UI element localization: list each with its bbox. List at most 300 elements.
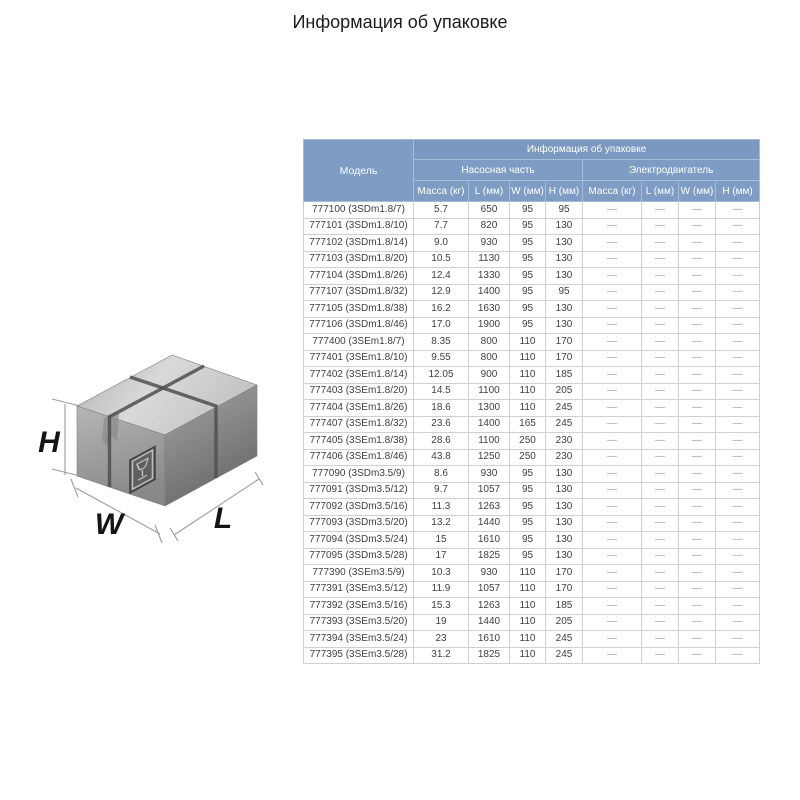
table-row (304, 482, 760, 499)
value-cell: — (642, 218, 679, 235)
value-cell: 95 (510, 284, 546, 301)
value-cell: — (679, 301, 716, 318)
model-cell: 777100 (3SDm1.8/7) (304, 202, 414, 219)
value-cell: 800 (469, 334, 510, 351)
value-cell: — (583, 631, 642, 648)
value-cell: — (583, 449, 642, 466)
value-cell: — (642, 317, 679, 334)
model-cell: 777403 (3SEm1.8/20) (304, 383, 414, 400)
model-cell: 777390 (3SEm3.5/9) (304, 565, 414, 582)
value-cell: — (679, 367, 716, 384)
value-cell: 930 (469, 466, 510, 483)
packing-table (303, 139, 760, 664)
table-header (304, 140, 760, 202)
value-cell: 95 (510, 235, 546, 252)
value-cell: — (583, 367, 642, 384)
value-cell: — (679, 449, 716, 466)
table-row (304, 218, 760, 235)
value-cell: 95 (510, 466, 546, 483)
table-row (304, 350, 760, 367)
model-cell: 777393 (3SEm3.5/20) (304, 614, 414, 631)
table-row (304, 433, 760, 450)
value-cell: 1330 (469, 268, 510, 285)
value-cell: 11.9 (414, 581, 469, 598)
value-cell: — (716, 416, 760, 433)
value-cell: 1300 (469, 400, 510, 417)
value-cell: — (642, 614, 679, 631)
value-cell: — (642, 202, 679, 219)
value-cell: 1263 (469, 499, 510, 516)
value-cell: 130 (546, 301, 583, 318)
value-cell: — (716, 581, 760, 598)
model-cell: 777101 (3SDm1.8/10) (304, 218, 414, 235)
value-cell: 95 (510, 268, 546, 285)
value-cell: — (679, 251, 716, 268)
value-cell: — (583, 350, 642, 367)
value-cell: 12.4 (414, 268, 469, 285)
value-cell: — (679, 433, 716, 450)
value-cell: — (583, 598, 642, 615)
table-body (304, 202, 760, 664)
col-header-pump-h: H (мм) (546, 181, 583, 202)
value-cell: — (679, 515, 716, 532)
model-cell: 777400 (3SEm1.8/7) (304, 334, 414, 351)
model-cell: 777404 (3SEm1.8/26) (304, 400, 414, 417)
value-cell: 23 (414, 631, 469, 648)
value-cell: — (679, 598, 716, 615)
value-cell: — (679, 614, 716, 631)
value-cell: — (716, 334, 760, 351)
value-cell: 110 (510, 565, 546, 582)
value-cell: — (716, 251, 760, 268)
value-cell: — (583, 647, 642, 664)
value-cell: 15 (414, 532, 469, 549)
value-cell: 245 (546, 400, 583, 417)
col-header-motor-h: H (мм) (716, 181, 760, 202)
value-cell: — (583, 334, 642, 351)
value-cell: — (642, 532, 679, 549)
value-cell: 1610 (469, 532, 510, 549)
value-cell: 185 (546, 367, 583, 384)
model-cell: 777392 (3SEm3.5/16) (304, 598, 414, 615)
value-cell: — (716, 367, 760, 384)
table-row (304, 532, 760, 549)
col-header-pump-mass: Масса (кг) (414, 181, 469, 202)
value-cell: — (642, 268, 679, 285)
value-cell: 245 (546, 647, 583, 664)
value-cell: — (716, 301, 760, 318)
value-cell: — (679, 400, 716, 417)
value-cell: — (679, 383, 716, 400)
col-header-pump-w: W (мм) (510, 181, 546, 202)
value-cell: — (642, 482, 679, 499)
header-motor-group: Электродвигатель (583, 160, 760, 181)
value-cell: 8.6 (414, 466, 469, 483)
value-cell: — (583, 515, 642, 532)
model-cell: 777402 (3SEm1.8/14) (304, 367, 414, 384)
model-cell: 777395 (3SEm3.5/28) (304, 647, 414, 664)
value-cell: 95 (510, 301, 546, 318)
value-cell: 95 (510, 515, 546, 532)
value-cell: 1263 (469, 598, 510, 615)
value-cell: 170 (546, 581, 583, 598)
table-row (304, 202, 760, 219)
value-cell: 95 (510, 548, 546, 565)
header-group-title: Информация об упаковке (414, 140, 760, 160)
value-cell: — (716, 647, 760, 664)
value-cell: — (583, 565, 642, 582)
value-cell: 170 (546, 334, 583, 351)
value-cell: — (583, 251, 642, 268)
value-cell: — (716, 532, 760, 549)
model-cell: 777095 (3SDm3.5/28) (304, 548, 414, 565)
value-cell: 18.6 (414, 400, 469, 417)
value-cell: — (679, 499, 716, 516)
model-cell: 777102 (3SDm1.8/14) (304, 235, 414, 252)
value-cell: 110 (510, 400, 546, 417)
table-row (304, 449, 760, 466)
value-cell: 130 (546, 466, 583, 483)
value-cell: — (642, 565, 679, 582)
dim-tick (52, 469, 80, 476)
value-cell: 1440 (469, 614, 510, 631)
value-cell: — (679, 350, 716, 367)
value-cell: 900 (469, 367, 510, 384)
value-cell: — (583, 499, 642, 516)
value-cell: 13.2 (414, 515, 469, 532)
value-cell: 95 (510, 499, 546, 516)
col-header-model: Модель (304, 140, 414, 202)
value-cell: 95 (510, 251, 546, 268)
value-cell: 9.0 (414, 235, 469, 252)
col-header-motor-l: L (мм) (642, 181, 679, 202)
value-cell: 110 (510, 383, 546, 400)
dim-label-l: L (213, 502, 233, 535)
value-cell: — (642, 499, 679, 516)
value-cell: — (642, 383, 679, 400)
model-cell: 777090 (3SDm3.5/9) (304, 466, 414, 483)
value-cell: 15.3 (414, 598, 469, 615)
value-cell: — (642, 449, 679, 466)
model-cell: 777405 (3SEm1.8/38) (304, 433, 414, 450)
value-cell: — (679, 317, 716, 334)
value-cell: 43.8 (414, 449, 469, 466)
value-cell: — (583, 614, 642, 631)
value-cell: 1057 (469, 581, 510, 598)
value-cell: — (642, 515, 679, 532)
value-cell: 130 (546, 268, 583, 285)
value-cell: 1400 (469, 416, 510, 433)
value-cell: 12.9 (414, 284, 469, 301)
value-cell: — (642, 581, 679, 598)
table-row (304, 614, 760, 631)
table-row (304, 499, 760, 516)
value-cell: — (716, 466, 760, 483)
value-cell: 14.5 (414, 383, 469, 400)
value-cell: — (583, 400, 642, 417)
page-title: Информация об упаковке (292, 12, 508, 32)
value-cell: — (716, 433, 760, 450)
value-cell: 11.3 (414, 499, 469, 516)
value-cell: 110 (510, 598, 546, 615)
value-cell: — (716, 218, 760, 235)
value-cell: — (642, 301, 679, 318)
value-cell: 95 (510, 202, 546, 219)
value-cell: 250 (510, 433, 546, 450)
value-cell: — (583, 383, 642, 400)
value-cell: 650 (469, 202, 510, 219)
model-cell: 777105 (3SDm1.8/38) (304, 301, 414, 318)
dim-label-h: H (38, 426, 60, 459)
header-pump-group: Насосная часть (414, 160, 583, 181)
value-cell: 12.05 (414, 367, 469, 384)
value-cell: — (679, 532, 716, 549)
value-cell: — (642, 466, 679, 483)
value-cell: — (716, 598, 760, 615)
value-cell: 205 (546, 614, 583, 631)
dim-tick (255, 472, 263, 485)
value-cell: — (679, 581, 716, 598)
value-cell: 1250 (469, 449, 510, 466)
value-cell: 17 (414, 548, 469, 565)
table-row (304, 367, 760, 384)
value-cell: 9.55 (414, 350, 469, 367)
value-cell: — (642, 433, 679, 450)
value-cell: 250 (510, 449, 546, 466)
value-cell: 130 (546, 317, 583, 334)
value-cell: 820 (469, 218, 510, 235)
value-cell: — (679, 548, 716, 565)
table-row (304, 268, 760, 285)
table-row (304, 383, 760, 400)
value-cell: 31.2 (414, 647, 469, 664)
value-cell: — (716, 400, 760, 417)
value-cell: — (642, 631, 679, 648)
value-cell: 130 (546, 482, 583, 499)
value-cell: — (583, 548, 642, 565)
table-row (304, 334, 760, 351)
value-cell: — (642, 598, 679, 615)
value-cell: 130 (546, 515, 583, 532)
value-cell: 185 (546, 598, 583, 615)
table-row (304, 647, 760, 664)
model-cell: 777092 (3SDm3.5/16) (304, 499, 414, 516)
value-cell: — (583, 416, 642, 433)
value-cell: — (679, 334, 716, 351)
value-cell: — (642, 400, 679, 417)
value-cell: — (716, 235, 760, 252)
value-cell: — (679, 202, 716, 219)
package-box-figure (20, 338, 280, 573)
model-cell: 777104 (3SDm1.8/26) (304, 268, 414, 285)
value-cell: — (679, 647, 716, 664)
value-cell: 95 (510, 218, 546, 235)
value-cell: 1100 (469, 383, 510, 400)
col-header-motor-w: W (мм) (679, 181, 716, 202)
value-cell: — (583, 268, 642, 285)
value-cell: 110 (510, 647, 546, 664)
value-cell: — (642, 334, 679, 351)
value-cell: 7.7 (414, 218, 469, 235)
value-cell: 95 (510, 532, 546, 549)
table-row (304, 400, 760, 417)
model-cell: 777093 (3SDm3.5/20) (304, 515, 414, 532)
table-row (304, 631, 760, 648)
value-cell: 245 (546, 631, 583, 648)
value-cell: 930 (469, 235, 510, 252)
value-cell: — (583, 202, 642, 219)
value-cell: 230 (546, 449, 583, 466)
value-cell: — (642, 647, 679, 664)
value-cell: — (716, 449, 760, 466)
table-row (304, 251, 760, 268)
value-cell: — (583, 466, 642, 483)
value-cell: 245 (546, 416, 583, 433)
value-cell: 110 (510, 350, 546, 367)
model-cell: 777107 (3SDm1.8/32) (304, 284, 414, 301)
value-cell: — (716, 565, 760, 582)
value-cell: — (716, 614, 760, 631)
value-cell: 1057 (469, 482, 510, 499)
col-header-motor-mass: Масса (кг) (583, 181, 642, 202)
value-cell: 10.5 (414, 251, 469, 268)
value-cell: — (642, 251, 679, 268)
value-cell: — (679, 284, 716, 301)
value-cell: 230 (546, 433, 583, 450)
value-cell: 16.2 (414, 301, 469, 318)
value-cell: — (583, 218, 642, 235)
value-cell: 170 (546, 350, 583, 367)
value-cell: — (716, 383, 760, 400)
value-cell: 8.35 (414, 334, 469, 351)
value-cell: 95 (510, 317, 546, 334)
dim-tick (52, 399, 80, 406)
value-cell: 9.7 (414, 482, 469, 499)
value-cell: — (716, 482, 760, 499)
col-header-pump-l: L (мм) (469, 181, 510, 202)
table-row (304, 301, 760, 318)
value-cell: 800 (469, 350, 510, 367)
table-row (304, 548, 760, 565)
value-cell: — (642, 350, 679, 367)
value-cell: 130 (546, 218, 583, 235)
table-row (304, 416, 760, 433)
model-cell: 777394 (3SEm3.5/24) (304, 631, 414, 648)
value-cell: — (716, 202, 760, 219)
value-cell: 95 (510, 482, 546, 499)
value-cell: — (583, 482, 642, 499)
value-cell: — (679, 482, 716, 499)
value-cell: — (679, 416, 716, 433)
value-cell: — (716, 548, 760, 565)
value-cell: 1130 (469, 251, 510, 268)
value-cell: 130 (546, 532, 583, 549)
value-cell: 930 (469, 565, 510, 582)
value-cell: 19 (414, 614, 469, 631)
value-cell: — (716, 317, 760, 334)
value-cell: 170 (546, 565, 583, 582)
value-cell: 10.3 (414, 565, 469, 582)
value-cell: — (679, 466, 716, 483)
model-cell: 777103 (3SDm1.8/20) (304, 251, 414, 268)
value-cell: — (642, 367, 679, 384)
value-cell: — (716, 268, 760, 285)
value-cell: — (583, 317, 642, 334)
dim-tick (170, 528, 178, 541)
value-cell: 110 (510, 367, 546, 384)
value-cell: — (716, 350, 760, 367)
value-cell: 205 (546, 383, 583, 400)
table-row (304, 466, 760, 483)
value-cell: — (716, 499, 760, 516)
value-cell: 1100 (469, 433, 510, 450)
value-cell: 130 (546, 251, 583, 268)
value-cell: — (679, 631, 716, 648)
table-row (304, 284, 760, 301)
value-cell: 23.6 (414, 416, 469, 433)
value-cell: 28.6 (414, 433, 469, 450)
value-cell: 17.0 (414, 317, 469, 334)
value-cell: 95 (546, 284, 583, 301)
value-cell: 110 (510, 581, 546, 598)
value-cell: 110 (510, 631, 546, 648)
value-cell: — (679, 235, 716, 252)
table-row (304, 317, 760, 334)
table-row (304, 515, 760, 532)
value-cell: — (583, 235, 642, 252)
value-cell: — (583, 284, 642, 301)
table-row (304, 235, 760, 252)
value-cell: 130 (546, 235, 583, 252)
model-cell: 777406 (3SEm1.8/46) (304, 449, 414, 466)
value-cell: — (642, 548, 679, 565)
model-cell: 777106 (3SDm1.8/46) (304, 317, 414, 334)
value-cell: — (583, 581, 642, 598)
value-cell: — (679, 565, 716, 582)
value-cell: — (642, 284, 679, 301)
value-cell: 130 (546, 499, 583, 516)
value-cell: 130 (546, 548, 583, 565)
value-cell: — (583, 433, 642, 450)
value-cell: 5.7 (414, 202, 469, 219)
model-cell: 777091 (3SDm3.5/12) (304, 482, 414, 499)
value-cell: 1825 (469, 647, 510, 664)
model-cell: 777407 (3SEm1.8/32) (304, 416, 414, 433)
value-cell: — (716, 284, 760, 301)
value-cell: 1900 (469, 317, 510, 334)
value-cell: — (679, 268, 716, 285)
value-cell: — (679, 218, 716, 235)
table-row (304, 581, 760, 598)
table-row (304, 598, 760, 615)
value-cell: 1610 (469, 631, 510, 648)
model-cell: 777401 (3SEm1.8/10) (304, 350, 414, 367)
value-cell: 1440 (469, 515, 510, 532)
value-cell: — (716, 631, 760, 648)
model-cell: 777391 (3SEm3.5/12) (304, 581, 414, 598)
value-cell: 110 (510, 614, 546, 631)
value-cell: — (642, 416, 679, 433)
value-cell: 110 (510, 334, 546, 351)
value-cell: 95 (546, 202, 583, 219)
value-cell: — (583, 532, 642, 549)
value-cell: 1400 (469, 284, 510, 301)
table-row (304, 565, 760, 582)
value-cell: — (583, 301, 642, 318)
value-cell: 165 (510, 416, 546, 433)
value-cell: — (642, 235, 679, 252)
value-cell: — (716, 515, 760, 532)
